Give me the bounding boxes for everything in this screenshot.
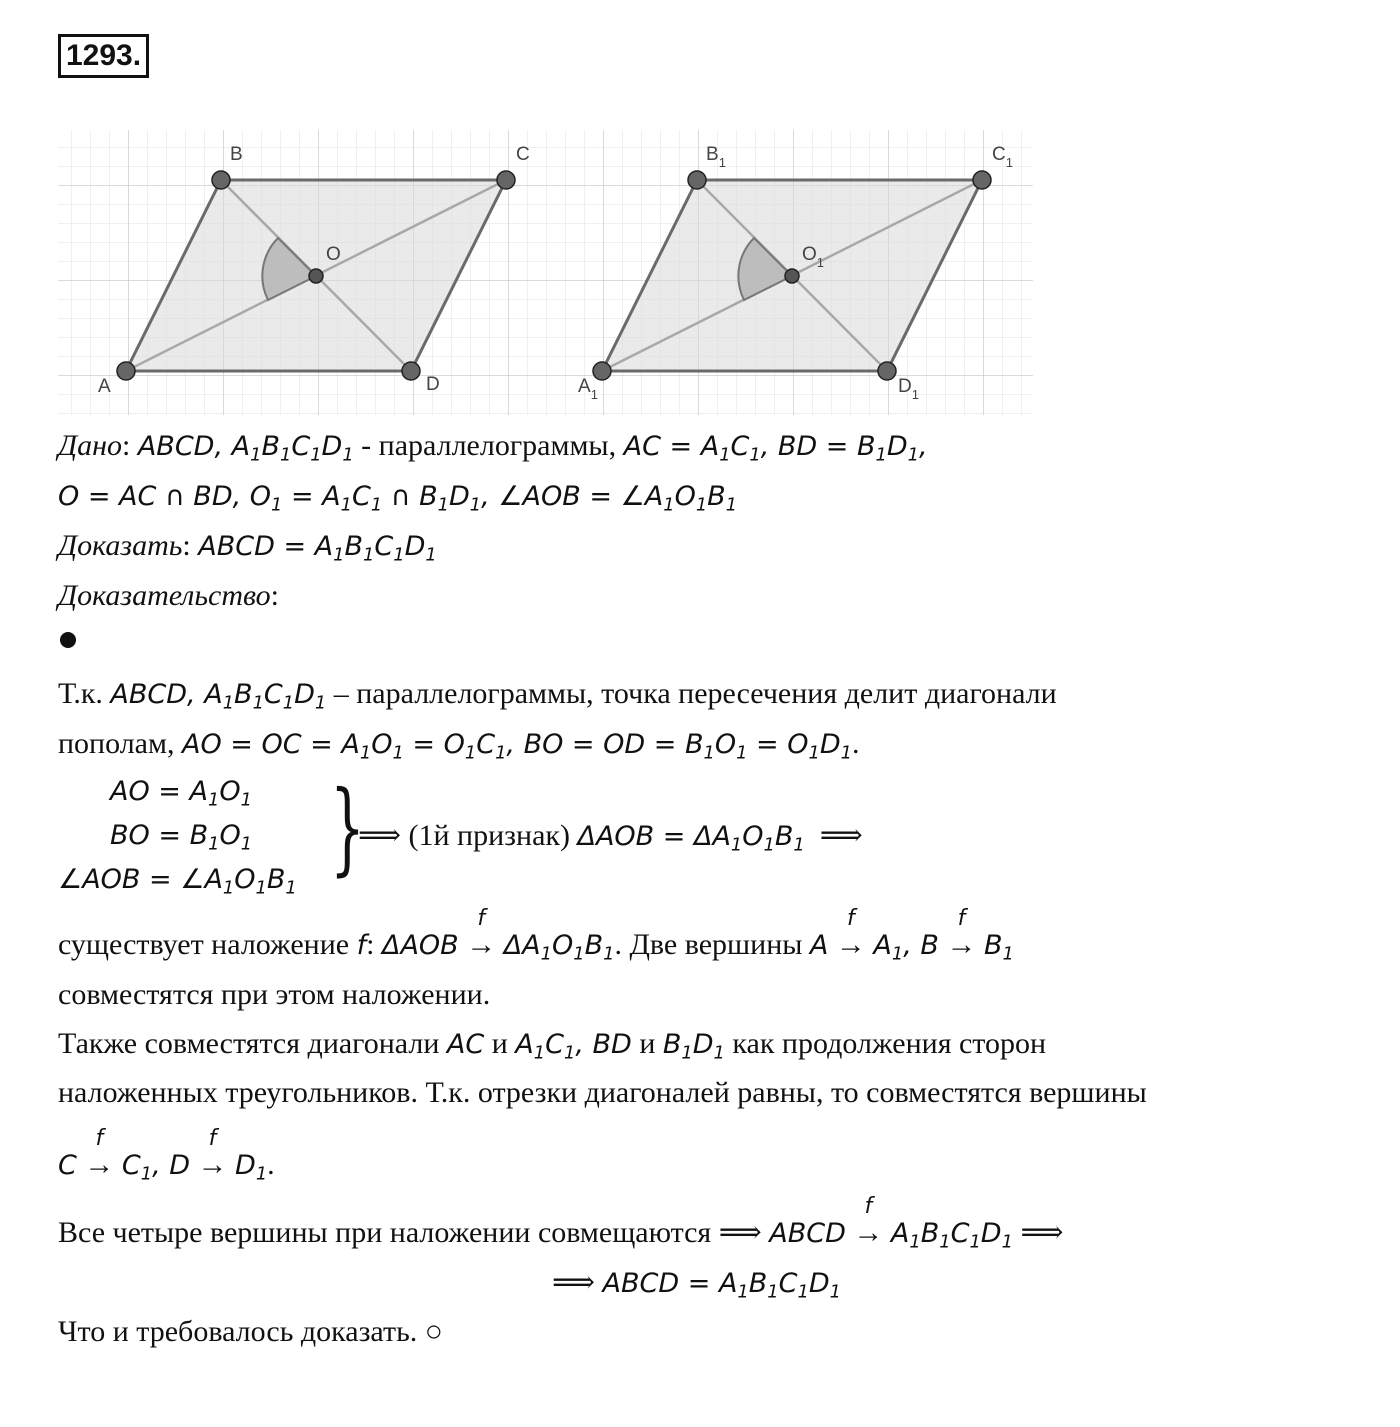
proof-line-9: Все четыре вершины при наложении совмещаются ⟹ ABCD → f $A_1B_1C_1D_1$ ⟹ xyxy=(58,1194,1064,1253)
proof-line-6: Также совместятся диагонали AC и $A_1C_1$, BD и $B_1D_1$ как продолжения сторон xyxy=(58,1027,1047,1064)
problem-number: 1293. xyxy=(58,34,149,78)
label-o: O xyxy=(326,244,341,265)
bullet xyxy=(60,632,76,648)
label-a1: $A_1$ xyxy=(578,376,598,402)
proof-line-5: совместятся при этом наложении. xyxy=(58,978,491,1011)
proof-heading: Доказательство: xyxy=(58,579,279,612)
proof-line-4: существует наложение f: ΔAOB → f $\Delta A_1O_1B_1$. Две вершины A → f $A_1$, B → f $B_1$ xyxy=(58,906,1014,965)
qed-line: Что и требовалось доказать. ○ xyxy=(58,1315,443,1348)
label-o1: $O_1$ xyxy=(802,244,825,270)
label-b1: $B_1$ xyxy=(706,144,726,170)
proof-line-2: пополам, AO = OC = $A_1O_1 = O_1C_1$, BO = OD = $B_1O_1 = O_1D_1$. xyxy=(58,727,860,764)
proof-line-8: C → f $C_1$, D → f $D_1$. xyxy=(58,1126,275,1185)
label-d1: $D_1$ xyxy=(898,376,919,402)
proof-conclusion: ⟹ ABCD = $A_1B_1C_1D_1$ xyxy=(552,1266,841,1303)
prove-line: Доказать: ABCD = $A_1B_1C_1D_1$ xyxy=(58,529,437,566)
system-brace: } xyxy=(330,769,365,886)
label-c1: $C_1$ xyxy=(992,144,1013,170)
label-a: A xyxy=(98,376,111,397)
system-conclusion: ⟹ (1й признак) $\Delta AOB = \Delta A_1O_1B_1$ ⟹ xyxy=(358,819,863,856)
figure xyxy=(58,130,1038,420)
given-line-2: O = AC ∩ BD, $O_1 = A_1C_1$ ∩ $B_1D_1$, ∠AOB = $\angle A_1O_1B_1$ xyxy=(58,481,738,516)
label-b: B xyxy=(230,144,243,165)
given-line-1: Дано: ABCD, $A_1B_1C_1D_1$ - параллелограммы, AC = $A_1C_1$, BD = $B_1D_1$, xyxy=(58,429,928,466)
label-c: C xyxy=(516,144,530,165)
label-d: D xyxy=(426,374,440,395)
proof-line-7: наложенных треугольников. Т.к. отрезки диагоналей равны, то совместятся вершины xyxy=(58,1076,1147,1109)
proof-line-1: Т.к. ABCD, $A_1B_1C_1D_1$ – параллелограммы, точка пересечения делит диагонали xyxy=(58,677,1057,714)
